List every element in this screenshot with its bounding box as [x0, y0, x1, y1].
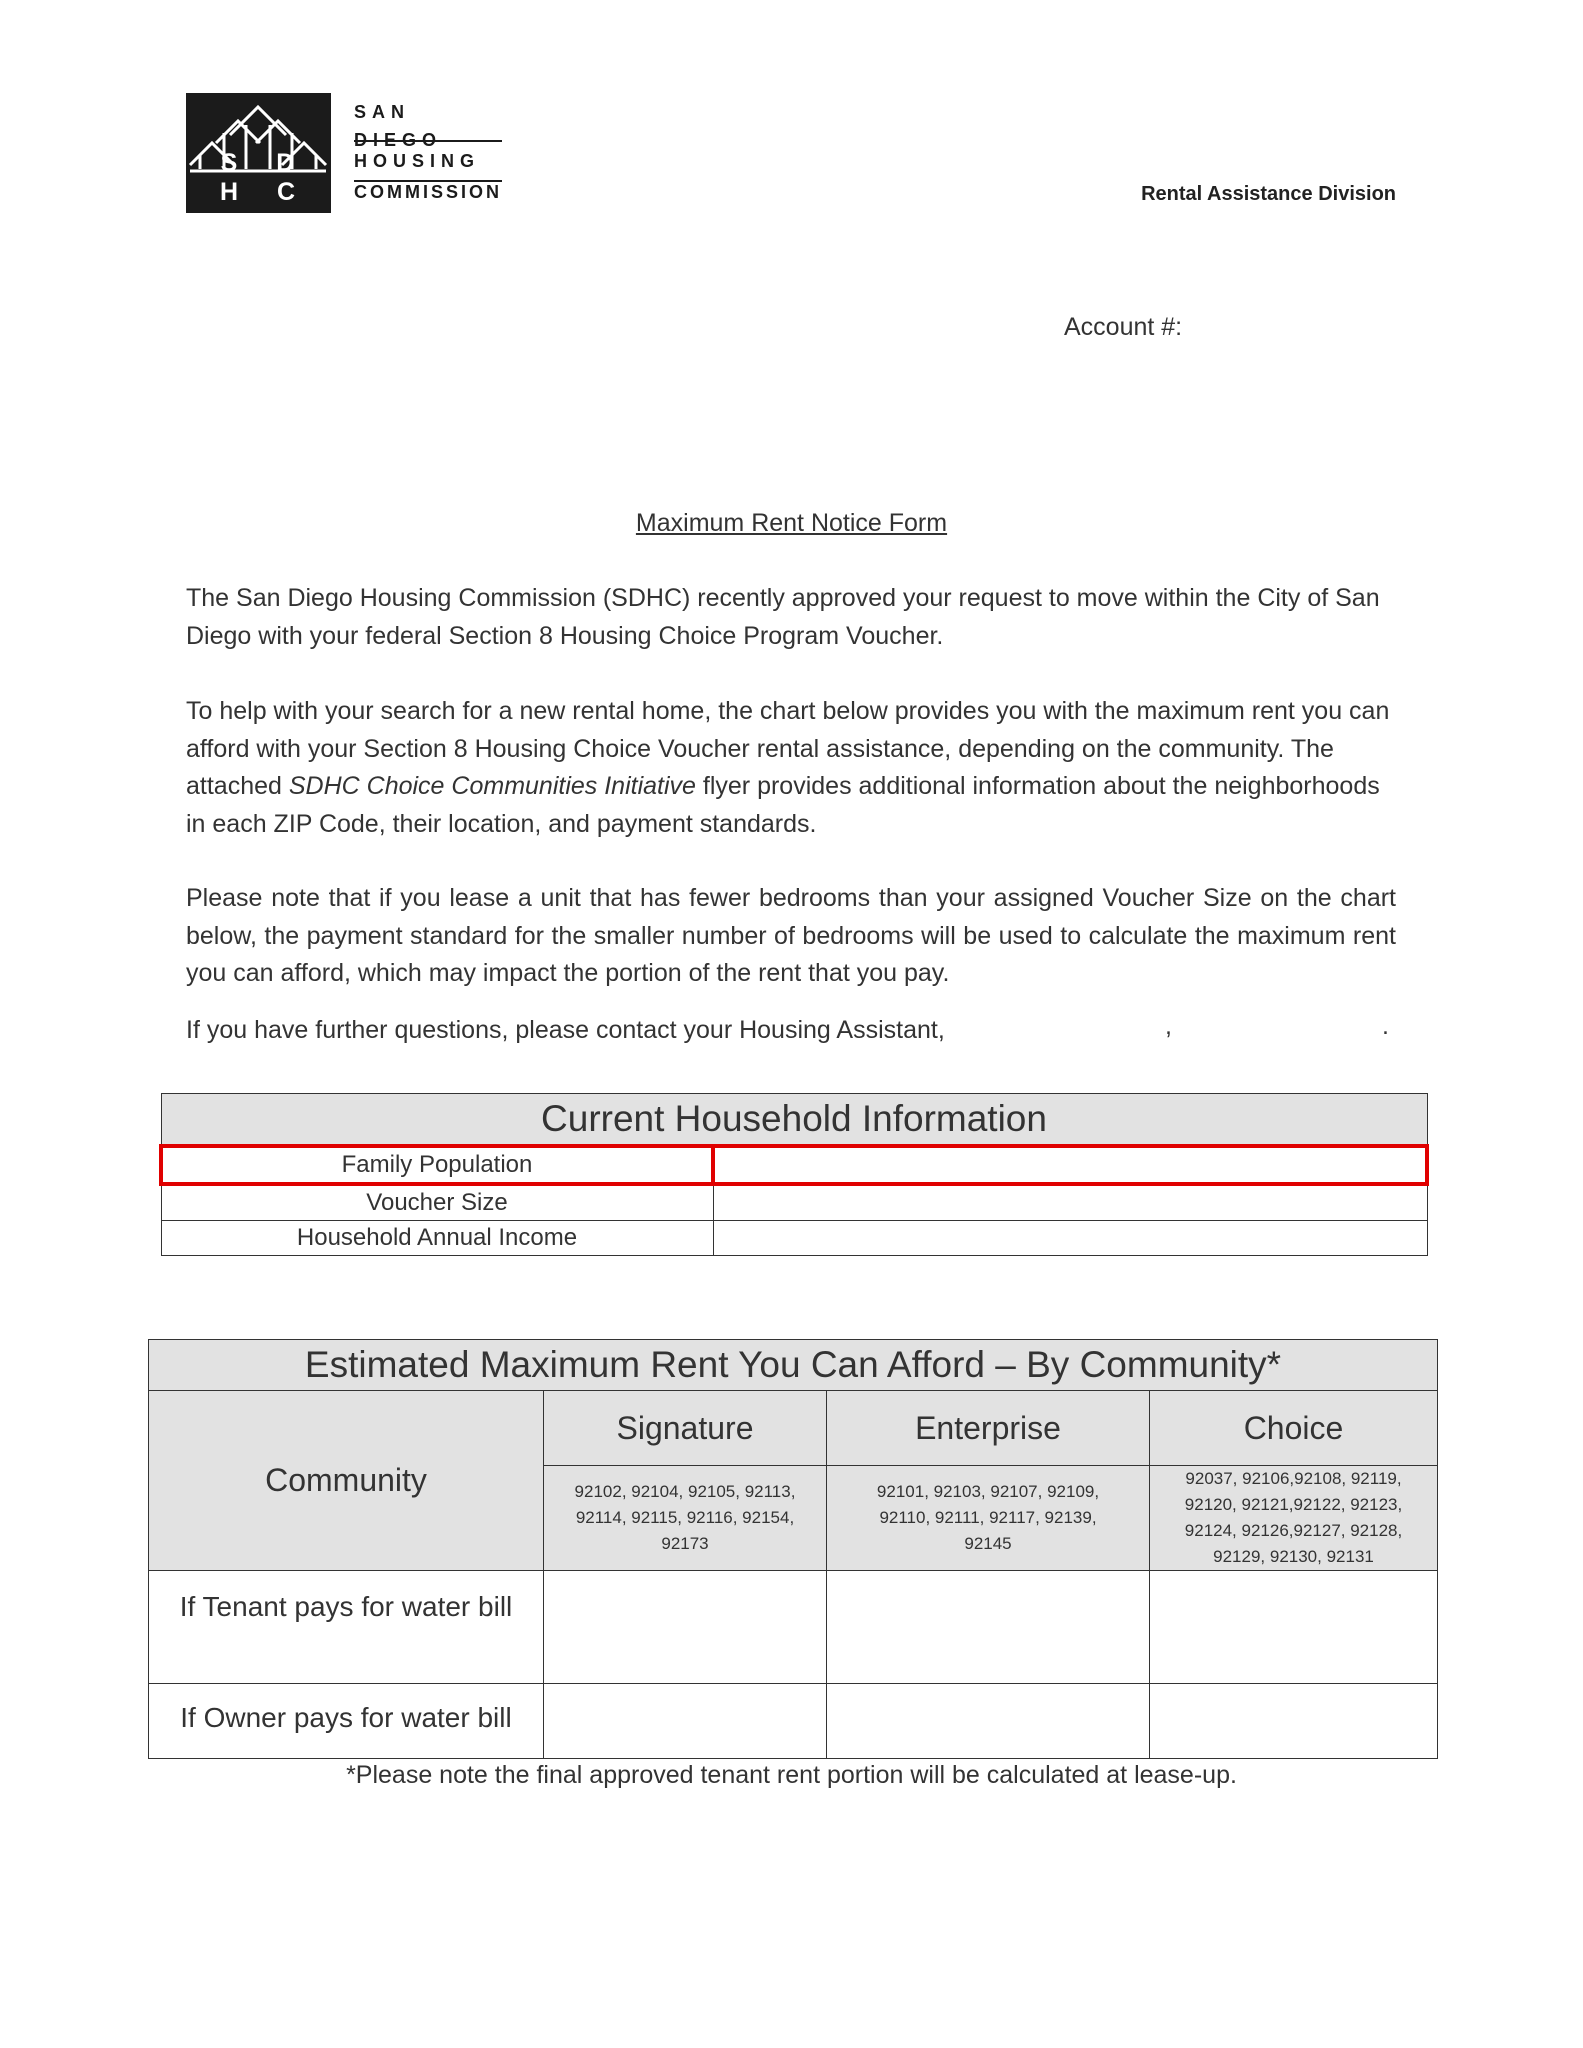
lease-up-footnote: *Please note the final approved tenant rent portion will be calculated at lease-up. — [346, 1761, 1237, 1789]
owner-water-label: If Owner pays for water bill — [149, 1684, 544, 1759]
logo-wordmark — [354, 98, 502, 212]
search-paragraph-start: To help with your search for a new rental home, the chart below provides you with the maximum rent you can afford with your Section 8 Housing Choice Voucher rental assistance, depending on the community. The attached — [186, 697, 1390, 800]
household-table-title: Current Household Information — [161, 1094, 1427, 1147]
logo-line-1: SAN DIEGO — [354, 102, 443, 150]
contact-comma: , — [1165, 1012, 1172, 1040]
household-income-field[interactable] — [713, 1221, 1427, 1256]
tenant-water-label: If Tenant pays for water bill — [149, 1571, 544, 1684]
voucher-size-label: Voucher Size — [161, 1184, 713, 1221]
owner-water-enterprise-cell[interactable] — [827, 1684, 1150, 1759]
family-population-field[interactable] — [713, 1146, 1427, 1184]
table-row — [161, 1184, 1427, 1221]
tenant-water-enterprise-cell[interactable] — [827, 1571, 1150, 1684]
document-title: Maximum Rent Notice Form — [635, 509, 948, 537]
intro-paragraph: The San Diego Housing Commission (SDHC) recently approved your request to move within the City of San Diego with your federal Section 8 Housing Choice Program Voucher. — [186, 584, 1380, 650]
signature-zip-codes: 92102, 92104, 92105, 92113, 92114, 92115, 92116, 92154, 92173 — [544, 1466, 827, 1571]
community-header: Community — [149, 1391, 544, 1571]
contact-period: . — [1382, 1012, 1389, 1040]
flyer-name: SDHC Choice Communities Initiative — [288, 772, 696, 800]
logo-line-2: HOUSING — [354, 140, 502, 182]
division-name: Rental Assistance Division — [1141, 183, 1396, 205]
voucher-size-field[interactable] — [713, 1184, 1427, 1221]
family-population-label: Family Population — [161, 1146, 713, 1184]
search-paragraph-end: flyer provides additional information about the neighborhoods in each ZIP Code, their location, and payment standards. — [186, 772, 1380, 838]
table-row — [149, 1571, 1438, 1684]
logo-line-3: COMMISSION — [354, 182, 503, 202]
contact-paragraph: If you have further questions, please contact your Housing Assistant, — [186, 1016, 945, 1044]
household-income-label: Household Annual Income — [161, 1221, 713, 1256]
table-row — [161, 1146, 1427, 1184]
max-rent-table — [148, 1339, 1438, 1759]
tenant-water-signature-cell[interactable] — [544, 1571, 827, 1684]
account-number-label: Account #: — [1064, 313, 1183, 341]
rent-table-title: Estimated Maximum Rent You Can Afford – By Community* — [149, 1340, 1438, 1391]
table-row — [149, 1684, 1438, 1759]
owner-water-signature-cell[interactable] — [544, 1684, 827, 1759]
bedroom-note-paragraph: Please note that if you lease a unit that has fewer bedrooms than your assigned Voucher Size on the chart below, the payment standard for the smaller number of bedrooms will be used to calculate the maximum rent you can afford, which may impact the portion of the rent that you pay. — [186, 884, 1396, 987]
choice-zip-codes: 92037, 92106,92108, 92119, 92120, 92121,92122, 92123, 92124, 92126,92127, 92128, 92129, 92130, 92131 — [1150, 1466, 1438, 1571]
sdhc-logo — [186, 93, 331, 213]
signature-header: Signature — [544, 1391, 827, 1466]
tenant-water-choice-cell[interactable] — [1150, 1571, 1438, 1684]
household-info-table — [159, 1093, 1429, 1256]
search-paragraph — [186, 693, 1396, 843]
enterprise-header: Enterprise — [827, 1391, 1150, 1466]
enterprise-zip-codes: 92101, 92103, 92107, 92109, 92110, 92111, 92117, 92139, 92145 — [827, 1466, 1150, 1571]
table-row — [161, 1221, 1427, 1256]
choice-header: Choice — [1150, 1391, 1438, 1466]
logo-letters: S D H C — [219, 149, 312, 206]
owner-water-choice-cell[interactable] — [1150, 1684, 1438, 1759]
